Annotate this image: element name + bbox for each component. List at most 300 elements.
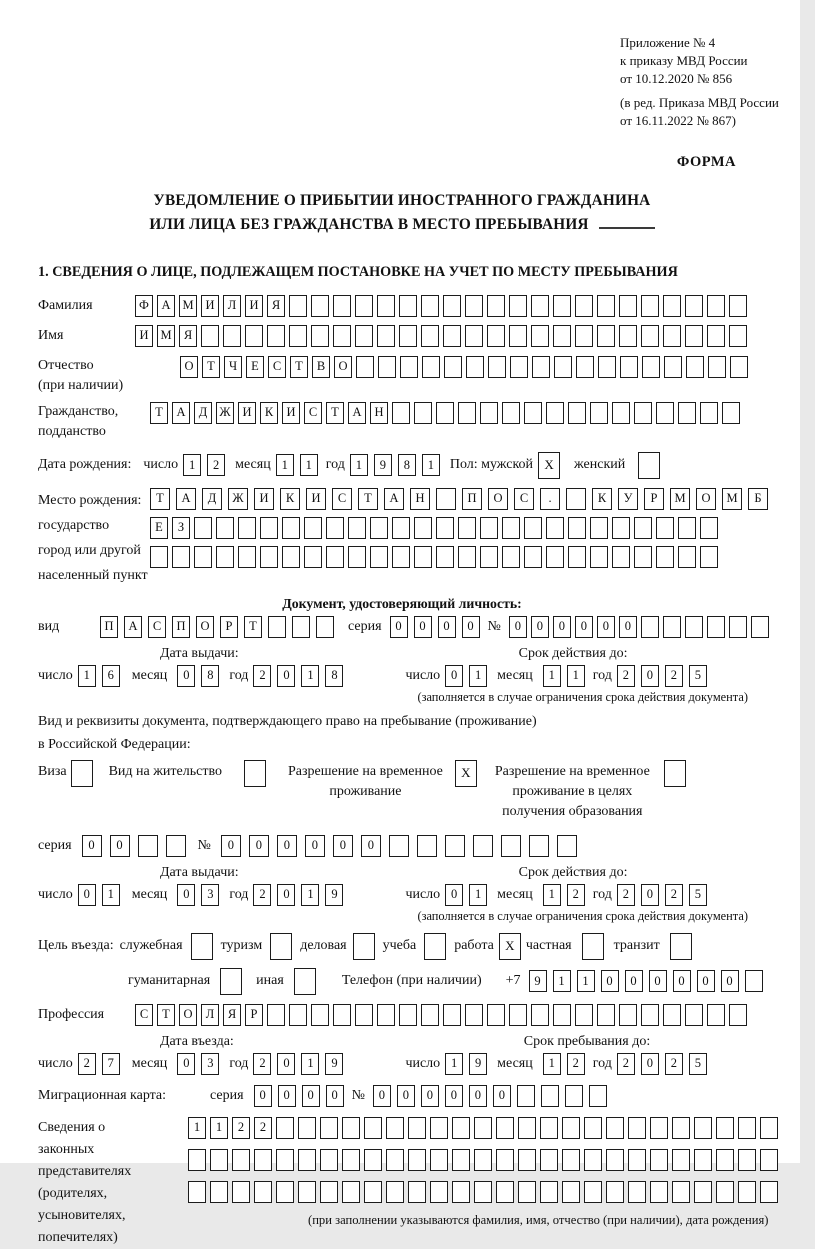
firstname-field-cell[interactable] — [289, 325, 307, 347]
legal-reps-field-row1-cell[interactable] — [474, 1117, 492, 1139]
permit-valid-year[interactable] — [617, 884, 707, 906]
phone-field-cell[interactable]: 1 — [577, 970, 595, 992]
permit-valid-day-cell[interactable]: 1 — [469, 884, 487, 906]
id-valid-year-cell[interactable]: 2 — [665, 665, 683, 687]
patronymic-field-cell[interactable] — [400, 356, 418, 378]
legal-reps-field-row1[interactable] — [188, 1117, 778, 1139]
legal-reps-field-row1-cell[interactable] — [364, 1117, 382, 1139]
firstname-field-cell[interactable] — [311, 325, 329, 347]
permit-issue-year-cell[interactable]: 0 — [277, 884, 295, 906]
birthplace-field-row1-cell[interactable]: У — [618, 488, 638, 510]
firstname-field-cell[interactable] — [575, 325, 593, 347]
legal-reps-field-row2-cell[interactable] — [606, 1149, 624, 1171]
birthplace-field-row3-cell[interactable] — [678, 546, 696, 568]
citizenship-field-cell[interactable]: Н — [370, 402, 388, 424]
purpose-other-checkbox[interactable] — [294, 968, 316, 995]
sex-male-checkbox-cell[interactable]: X — [538, 452, 560, 479]
surname-field-cell[interactable] — [729, 295, 747, 317]
doc-number-field-cell[interactable]: 0 — [597, 616, 615, 638]
id-valid-month-cell[interactable]: 1 — [567, 665, 585, 687]
legal-reps-field-row2-cell[interactable] — [584, 1149, 602, 1171]
doc-number-field-cell[interactable]: 0 — [531, 616, 549, 638]
legal-reps-field-row3-cell[interactable] — [232, 1181, 250, 1203]
permit-issue-year-cell[interactable]: 9 — [325, 884, 343, 906]
surname-field-cell[interactable] — [487, 295, 505, 317]
birthplace-field-row3-cell[interactable] — [700, 546, 718, 568]
birthplace-field-row2-cell[interactable] — [370, 517, 388, 539]
mig-number-field-cell[interactable] — [517, 1085, 535, 1107]
birthplace-field-row3-cell[interactable] — [568, 546, 586, 568]
permit-issue-day[interactable] — [78, 884, 120, 906]
profession-field-cell[interactable] — [597, 1004, 615, 1026]
legal-reps-field-row1-cell[interactable]: 1 — [188, 1117, 206, 1139]
legal-reps-field-row3-cell[interactable] — [738, 1181, 756, 1203]
entry-month-cell[interactable]: 0 — [177, 1053, 195, 1075]
patronymic-field-cell[interactable] — [356, 356, 374, 378]
patronymic-field-cell[interactable] — [730, 356, 748, 378]
firstname-field[interactable] — [135, 325, 747, 347]
surname-field-cell[interactable]: М — [179, 295, 197, 317]
surname-field-cell[interactable]: А — [157, 295, 175, 317]
patronymic-field-cell[interactable] — [532, 356, 550, 378]
citizenship-field-cell[interactable] — [568, 402, 586, 424]
citizenship-field-cell[interactable] — [656, 402, 674, 424]
birthplace-field-row2-cell[interactable] — [414, 517, 432, 539]
birthplace-field-row2-cell[interactable] — [546, 517, 564, 539]
permit-valid-year-cell[interactable]: 5 — [689, 884, 707, 906]
phone-field-cell[interactable]: 0 — [625, 970, 643, 992]
birthplace-field-row1-cell[interactable]: И — [306, 488, 326, 510]
permit-issue-year[interactable] — [253, 884, 343, 906]
doc-kind-field-cell[interactable]: П — [100, 616, 118, 638]
legal-reps-field-row2-cell[interactable] — [320, 1149, 338, 1171]
legal-reps-field-row3-cell[interactable] — [430, 1181, 448, 1203]
firstname-field-cell[interactable] — [201, 325, 219, 347]
purpose-humanitarian-checkbox-cell[interactable] — [220, 968, 242, 995]
profession-field-cell[interactable] — [619, 1004, 637, 1026]
profession-field-cell[interactable] — [641, 1004, 659, 1026]
birthplace-field-row1-cell[interactable]: И — [254, 488, 274, 510]
birthplace-field-row2-cell[interactable] — [260, 517, 278, 539]
citizenship-field-cell[interactable] — [414, 402, 432, 424]
profession-field-cell[interactable] — [399, 1004, 417, 1026]
surname-field-cell[interactable] — [289, 295, 307, 317]
mig-series-field-cell[interactable]: 0 — [254, 1085, 272, 1107]
id-issue-month-cell[interactable]: 0 — [177, 665, 195, 687]
doc-kind-field-cell[interactable]: О — [196, 616, 214, 638]
patronymic-field-cell[interactable] — [642, 356, 660, 378]
sex-male-checkbox[interactable] — [538, 452, 560, 479]
birthplace-field-row3-cell[interactable] — [480, 546, 498, 568]
birthplace-field-row2-cell[interactable] — [590, 517, 608, 539]
legal-reps-field-row1-cell[interactable]: 2 — [254, 1117, 272, 1139]
profession-field-cell[interactable] — [267, 1004, 285, 1026]
sex-female-checkbox[interactable] — [638, 452, 660, 479]
profession-field-cell[interactable]: О — [179, 1004, 197, 1026]
citizenship-field[interactable] — [150, 402, 740, 424]
firstname-field-cell[interactable] — [355, 325, 373, 347]
legal-reps-field-row3-cell[interactable] — [694, 1181, 712, 1203]
purpose-tourism-checkbox-cell[interactable] — [270, 933, 292, 960]
profession-field-cell[interactable] — [289, 1004, 307, 1026]
citizenship-field-cell[interactable]: К — [260, 402, 278, 424]
purpose-other-checkbox-cell[interactable] — [294, 968, 316, 995]
permit-valid-day[interactable] — [445, 884, 487, 906]
permit-valid-month[interactable] — [543, 884, 585, 906]
surname-field[interactable] — [135, 295, 747, 317]
mig-number-field-cell[interactable]: 0 — [397, 1085, 415, 1107]
doc-kind-field[interactable] — [100, 616, 334, 638]
citizenship-field-cell[interactable] — [392, 402, 410, 424]
profession-field-cell[interactable] — [377, 1004, 395, 1026]
birthplace-field-row2-cell[interactable] — [568, 517, 586, 539]
surname-field-cell[interactable]: И — [201, 295, 219, 317]
patronymic-field-cell[interactable]: О — [334, 356, 352, 378]
legal-reps-field-row1-cell[interactable] — [518, 1117, 536, 1139]
doc-kind-field-cell[interactable]: А — [124, 616, 142, 638]
surname-field-cell[interactable] — [399, 295, 417, 317]
permit-number-field-cell[interactable] — [389, 835, 409, 857]
birth-year-field[interactable] — [350, 454, 440, 476]
permit-issue-month[interactable] — [177, 884, 219, 906]
legal-reps-field-row3[interactable] — [188, 1181, 778, 1203]
surname-field-cell[interactable] — [311, 295, 329, 317]
citizenship-field-cell[interactable]: И — [238, 402, 256, 424]
permit-number-field-cell[interactable] — [473, 835, 493, 857]
citizenship-field-cell[interactable] — [678, 402, 696, 424]
id-issue-year-cell[interactable]: 0 — [277, 665, 295, 687]
legal-reps-field-row2-cell[interactable] — [386, 1149, 404, 1171]
mig-number-field-cell[interactable]: 0 — [469, 1085, 487, 1107]
doc-number-field-cell[interactable]: 0 — [509, 616, 527, 638]
citizenship-field-cell[interactable]: А — [348, 402, 366, 424]
birthplace-field-row1-cell[interactable]: . — [540, 488, 560, 510]
surname-field-cell[interactable] — [553, 295, 571, 317]
legal-reps-field-row1-cell[interactable] — [694, 1117, 712, 1139]
legal-reps-field-row1-cell[interactable] — [650, 1117, 668, 1139]
birthplace-field-row1-cell[interactable]: С — [514, 488, 534, 510]
permit-issue-year-cell[interactable]: 1 — [301, 884, 319, 906]
phone-field-cell[interactable]: 0 — [721, 970, 739, 992]
temp-edu-checkbox[interactable] — [664, 760, 686, 787]
birthplace-field-row3-cell[interactable] — [260, 546, 278, 568]
firstname-field-cell[interactable] — [531, 325, 549, 347]
entry-month[interactable] — [177, 1053, 219, 1075]
birth-year-field-cell[interactable]: 1 — [422, 454, 440, 476]
firstname-field-cell[interactable] — [223, 325, 241, 347]
legal-reps-field-row1-cell[interactable] — [298, 1117, 316, 1139]
purpose-official-checkbox[interactable] — [191, 933, 213, 960]
citizenship-field-cell[interactable] — [458, 402, 476, 424]
id-valid-year-cell[interactable]: 5 — [689, 665, 707, 687]
permit-number-field-cell[interactable]: 0 — [221, 835, 241, 857]
birthplace-field-row3-cell[interactable] — [546, 546, 564, 568]
legal-reps-field-row2-cell[interactable] — [540, 1149, 558, 1171]
mig-number-field-cell[interactable] — [589, 1085, 607, 1107]
legal-reps-field-row2[interactable] — [188, 1149, 778, 1171]
entry-day-cell[interactable]: 2 — [78, 1053, 96, 1075]
birthplace-field-row2-cell[interactable] — [436, 517, 454, 539]
firstname-field-cell[interactable] — [619, 325, 637, 347]
legal-reps-field-row2-cell[interactable] — [628, 1149, 646, 1171]
birthplace-field-row2-cell[interactable] — [634, 517, 652, 539]
birthplace-field-row1-cell[interactable]: Т — [358, 488, 378, 510]
doc-series-field-cell[interactable]: 0 — [462, 616, 480, 638]
purpose-private-checkbox-cell[interactable] — [582, 933, 604, 960]
permit-number-field-cell[interactable] — [557, 835, 577, 857]
firstname-field-cell[interactable] — [377, 325, 395, 347]
patronymic-field-cell[interactable] — [598, 356, 616, 378]
legal-reps-field-row3-cell[interactable] — [562, 1181, 580, 1203]
birthplace-field-row3-cell[interactable] — [590, 546, 608, 568]
profession-field-cell[interactable] — [333, 1004, 351, 1026]
birthplace-field-row2-cell[interactable] — [238, 517, 256, 539]
surname-field-cell[interactable] — [421, 295, 439, 317]
doc-number-field-cell[interactable] — [641, 616, 659, 638]
birthplace-field-row1-cell[interactable]: О — [488, 488, 508, 510]
legal-reps-field-row1-cell[interactable] — [276, 1117, 294, 1139]
patronymic-field-cell[interactable] — [378, 356, 396, 378]
firstname-field-cell[interactable] — [707, 325, 725, 347]
surname-field-cell[interactable] — [597, 295, 615, 317]
citizenship-field-cell[interactable]: Т — [326, 402, 344, 424]
legal-reps-field-row2-cell[interactable] — [298, 1149, 316, 1171]
citizenship-field-cell[interactable]: Ж — [216, 402, 234, 424]
legal-reps-field-row2-cell[interactable] — [496, 1149, 514, 1171]
birthplace-field-row3-cell[interactable] — [150, 546, 168, 568]
legal-reps-field-row3-cell[interactable] — [496, 1181, 514, 1203]
mig-series-field-cell[interactable]: 0 — [278, 1085, 296, 1107]
surname-field-cell[interactable]: И — [245, 295, 263, 317]
legal-reps-field-row2-cell[interactable] — [760, 1149, 778, 1171]
legal-reps-field-row2-cell[interactable] — [430, 1149, 448, 1171]
birthplace-field-row3-cell[interactable] — [348, 546, 366, 568]
firstname-field-cell[interactable]: М — [157, 325, 175, 347]
doc-number-field-cell[interactable] — [685, 616, 703, 638]
legal-reps-field-row1-cell[interactable] — [760, 1117, 778, 1139]
firstname-field-cell[interactable] — [399, 325, 417, 347]
legal-reps-field-row1-cell[interactable] — [452, 1117, 470, 1139]
doc-series-field[interactable] — [390, 616, 480, 638]
birthplace-field-row2-cell[interactable] — [458, 517, 476, 539]
profession-field-cell[interactable] — [487, 1004, 505, 1026]
legal-reps-field-row1-cell[interactable] — [562, 1117, 580, 1139]
permit-series-field-cell[interactable]: 0 — [110, 835, 130, 857]
purpose-official-checkbox-cell[interactable] — [191, 933, 213, 960]
mig-series-field-cell[interactable]: 0 — [302, 1085, 320, 1107]
legal-reps-field-row1-cell[interactable] — [496, 1117, 514, 1139]
stay-month[interactable] — [543, 1053, 585, 1075]
legal-reps-field-row3-cell[interactable] — [364, 1181, 382, 1203]
mig-number-field-cell[interactable] — [565, 1085, 583, 1107]
phone-field-cell[interactable]: 1 — [553, 970, 571, 992]
entry-day-cell[interactable]: 7 — [102, 1053, 120, 1075]
birthplace-field-row3-cell[interactable] — [282, 546, 300, 568]
birthplace-field-row2-cell[interactable] — [348, 517, 366, 539]
permit-issue-day-cell[interactable]: 1 — [102, 884, 120, 906]
profession-field-cell[interactable] — [355, 1004, 373, 1026]
firstname-field-cell[interactable] — [245, 325, 263, 347]
stay-month-cell[interactable]: 2 — [567, 1053, 585, 1075]
purpose-business-checkbox[interactable] — [353, 933, 375, 960]
doc-series-field-cell[interactable]: 0 — [438, 616, 456, 638]
doc-kind-field-cell[interactable]: Т — [244, 616, 262, 638]
surname-field-cell[interactable]: Ф — [135, 295, 153, 317]
birthplace-field-row1-cell[interactable]: Д — [202, 488, 222, 510]
birthplace-field-row2-cell[interactable] — [502, 517, 520, 539]
doc-number-field-cell[interactable] — [729, 616, 747, 638]
birthplace-field-row1-cell[interactable]: Б — [748, 488, 768, 510]
birthplace-field-row1-cell[interactable]: К — [592, 488, 612, 510]
permit-number-field-cell[interactable]: 0 — [333, 835, 353, 857]
profession-field-cell[interactable]: Л — [201, 1004, 219, 1026]
id-valid-year-cell[interactable]: 2 — [617, 665, 635, 687]
birthplace-field-row1-cell[interactable]: Т — [150, 488, 170, 510]
visa-checkbox[interactable] — [71, 760, 93, 787]
stay-year-cell[interactable]: 5 — [689, 1053, 707, 1075]
birthplace-field-row3-cell[interactable] — [370, 546, 388, 568]
legal-reps-field-row1-cell[interactable] — [672, 1117, 690, 1139]
mig-number-field-cell[interactable]: 0 — [493, 1085, 511, 1107]
birthplace-field-row2-cell[interactable]: Е — [150, 517, 168, 539]
birthplace-field-row2-cell[interactable] — [282, 517, 300, 539]
doc-kind-field-cell[interactable] — [292, 616, 310, 638]
birthplace-field-row3-cell[interactable] — [634, 546, 652, 568]
profession-field[interactable] — [135, 1004, 747, 1026]
id-issue-year[interactable] — [253, 665, 343, 687]
birthplace-field-row2-cell[interactable] — [612, 517, 630, 539]
permit-valid-month-cell[interactable]: 1 — [543, 884, 561, 906]
id-issue-year-cell[interactable]: 1 — [301, 665, 319, 687]
birthplace-field-row1-cell[interactable]: А — [176, 488, 196, 510]
surname-field-cell[interactable] — [531, 295, 549, 317]
patronymic-field-cell[interactable]: С — [268, 356, 286, 378]
permit-number-field-cell[interactable]: 0 — [361, 835, 381, 857]
citizenship-field-cell[interactable] — [634, 402, 652, 424]
birthplace-field-row1-cell[interactable]: К — [280, 488, 300, 510]
legal-reps-field-row1-cell[interactable] — [628, 1117, 646, 1139]
birthplace-field-row2-cell[interactable] — [304, 517, 322, 539]
birthplace-field-row1-cell[interactable]: С — [332, 488, 352, 510]
stay-year-cell[interactable]: 2 — [617, 1053, 635, 1075]
permit-number-field-cell[interactable] — [529, 835, 549, 857]
permit-number-field-cell[interactable] — [445, 835, 465, 857]
surname-field-cell[interactable]: Я — [267, 295, 285, 317]
birthplace-field-row1-cell[interactable]: М — [722, 488, 742, 510]
profession-field-cell[interactable]: Р — [245, 1004, 263, 1026]
patronymic-field-cell[interactable] — [554, 356, 572, 378]
permit-number-field[interactable] — [221, 835, 577, 857]
birth-month-field-cell[interactable]: 1 — [300, 454, 318, 476]
phone-field-cell[interactable] — [745, 970, 763, 992]
birthplace-field-row1-cell[interactable]: Р — [644, 488, 664, 510]
doc-number-field-cell[interactable] — [663, 616, 681, 638]
phone-field[interactable] — [529, 970, 763, 992]
birthplace-field-row3-cell[interactable] — [656, 546, 674, 568]
doc-kind-field-cell[interactable]: С — [148, 616, 166, 638]
firstname-field-cell[interactable] — [267, 325, 285, 347]
legal-reps-field-row3-cell[interactable] — [188, 1181, 206, 1203]
legal-reps-field-row1-cell[interactable]: 2 — [232, 1117, 250, 1139]
birthplace-field-row3-cell[interactable] — [436, 546, 454, 568]
permit-series-field-cell[interactable] — [166, 835, 186, 857]
doc-number-field-cell[interactable]: 0 — [553, 616, 571, 638]
id-valid-day-cell[interactable]: 1 — [469, 665, 487, 687]
firstname-field-cell[interactable] — [729, 325, 747, 347]
legal-reps-field-row1-cell[interactable] — [716, 1117, 734, 1139]
birthplace-field-row2-cell[interactable]: З — [172, 517, 190, 539]
legal-reps-field-row3-cell[interactable] — [342, 1181, 360, 1203]
mig-series-field[interactable] — [254, 1085, 344, 1107]
legal-reps-field-row2-cell[interactable] — [650, 1149, 668, 1171]
birthplace-field-row3-cell[interactable] — [458, 546, 476, 568]
temp-permit-checkbox-cell[interactable]: X — [455, 760, 477, 787]
permit-series-field-cell[interactable] — [138, 835, 158, 857]
firstname-field-cell[interactable] — [421, 325, 439, 347]
permit-valid-month-cell[interactable]: 2 — [567, 884, 585, 906]
birth-day-field-cell[interactable]: 1 — [183, 454, 201, 476]
stay-month-cell[interactable]: 1 — [543, 1053, 561, 1075]
mig-series-field-cell[interactable]: 0 — [326, 1085, 344, 1107]
surname-field-cell[interactable] — [641, 295, 659, 317]
patronymic-field-cell[interactable] — [422, 356, 440, 378]
patronymic-field-cell[interactable]: Ч — [224, 356, 242, 378]
citizenship-field-cell[interactable] — [590, 402, 608, 424]
patronymic-field-cell[interactable] — [620, 356, 638, 378]
phone-field-cell[interactable]: 0 — [673, 970, 691, 992]
stay-year[interactable] — [617, 1053, 707, 1075]
birthplace-field-row1-cell[interactable]: А — [384, 488, 404, 510]
legal-reps-field-row1-cell[interactable] — [738, 1117, 756, 1139]
patronymic-field-cell[interactable] — [664, 356, 682, 378]
firstname-field-cell[interactable] — [663, 325, 681, 347]
legal-reps-field-row3-cell[interactable] — [276, 1181, 294, 1203]
firstname-field-cell[interactable] — [443, 325, 461, 347]
birthplace-field-row2-cell[interactable] — [216, 517, 234, 539]
residence-permit-checkbox[interactable] — [244, 760, 266, 787]
permit-valid-year-cell[interactable]: 2 — [617, 884, 635, 906]
legal-reps-field-row2-cell[interactable] — [716, 1149, 734, 1171]
visa-checkbox-cell[interactable] — [71, 760, 93, 787]
doc-number-field-cell[interactable]: 0 — [619, 616, 637, 638]
profession-field-cell[interactable] — [575, 1004, 593, 1026]
birthplace-field-row3[interactable] — [150, 546, 768, 568]
legal-reps-field-row3-cell[interactable] — [518, 1181, 536, 1203]
doc-kind-field-cell[interactable] — [316, 616, 334, 638]
birthplace-field-row3-cell[interactable] — [216, 546, 234, 568]
birthplace-field-row2-cell[interactable] — [392, 517, 410, 539]
doc-number-field-cell[interactable] — [751, 616, 769, 638]
legal-reps-field-row3-cell[interactable] — [650, 1181, 668, 1203]
phone-field-cell[interactable]: 0 — [697, 970, 715, 992]
patronymic-field-cell[interactable] — [686, 356, 704, 378]
citizenship-field-cell[interactable]: С — [304, 402, 322, 424]
id-valid-day[interactable] — [445, 665, 487, 687]
mig-number-field[interactable] — [373, 1085, 607, 1107]
birthplace-field-row3-cell[interactable] — [326, 546, 344, 568]
purpose-private-checkbox[interactable] — [582, 933, 604, 960]
legal-reps-field-row2-cell[interactable] — [342, 1149, 360, 1171]
legal-reps-field-row1-cell[interactable] — [584, 1117, 602, 1139]
patronymic-field-cell[interactable] — [488, 356, 506, 378]
doc-series-field-cell[interactable]: 0 — [414, 616, 432, 638]
purpose-work-checkbox[interactable] — [499, 933, 521, 960]
birth-year-field-cell[interactable]: 9 — [374, 454, 392, 476]
birthplace-field-row1[interactable] — [150, 488, 768, 510]
birthplace-field-row3-cell[interactable] — [194, 546, 212, 568]
birthplace-field-row3-cell[interactable] — [414, 546, 432, 568]
phone-field-cell[interactable]: 9 — [529, 970, 547, 992]
